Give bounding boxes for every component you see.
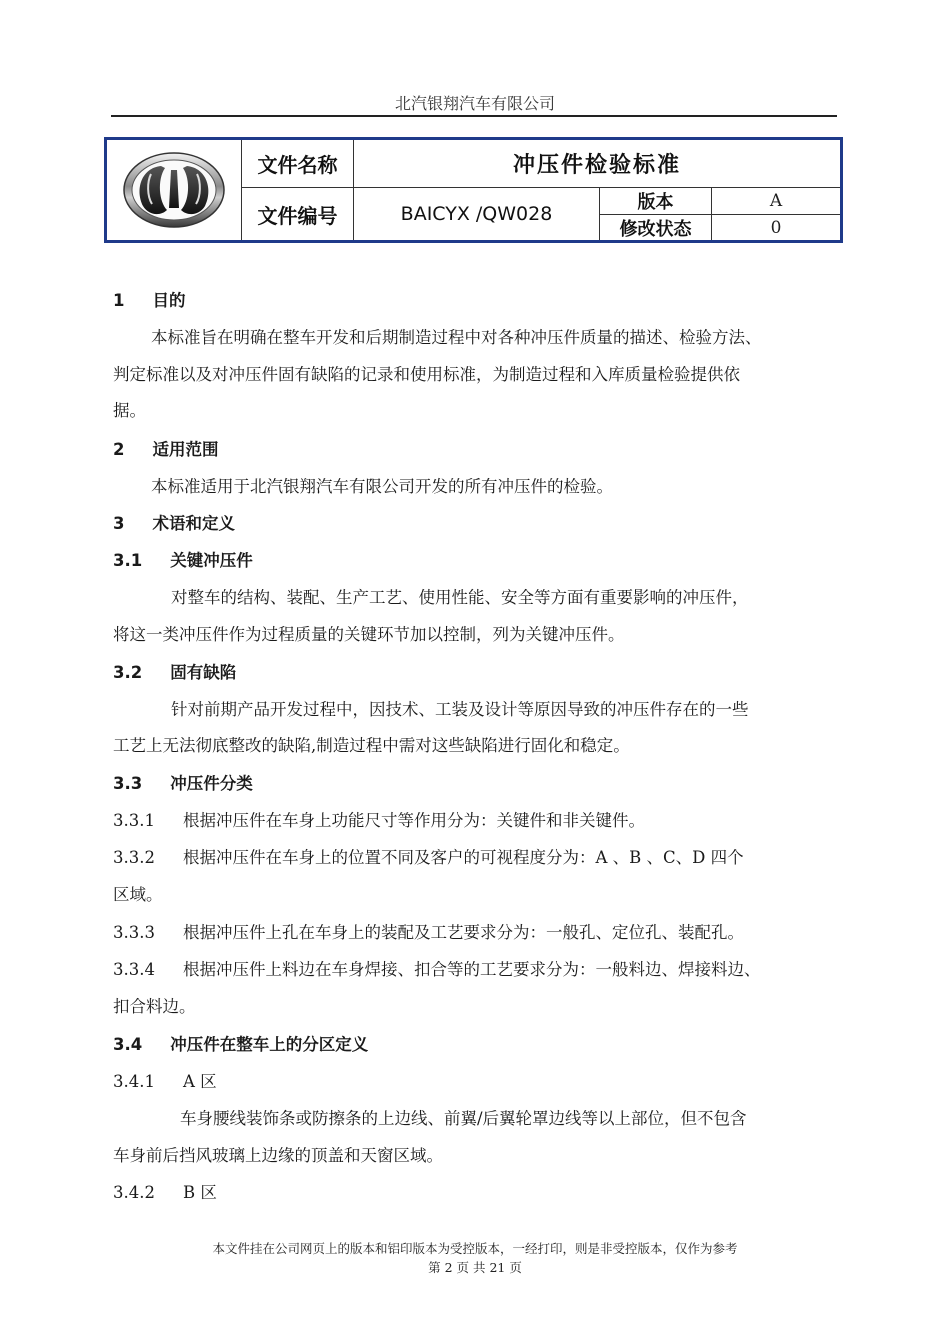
paragraph-line: 对整车的结构、装配、生产工艺、使用性能、安全等方面有重要影响的冲压件， — [171, 588, 749, 607]
section-title: 固有缺陷 — [170, 663, 237, 682]
paragraph-line: 据。 — [113, 401, 146, 420]
item-number: 3.3.2 — [113, 848, 155, 867]
paragraph-line: 判定标准以及对冲压件固有缺陷的记录和使用标准，为制造过程和入库质量检验提供依 — [113, 365, 740, 384]
list-item — [113, 1064, 217, 1101]
company-name: 北汽银翔汽车有限公司 — [394, 94, 555, 113]
section-heading — [113, 432, 218, 469]
paragraph-line: 扣合料边。 — [113, 997, 196, 1016]
document-info-table — [104, 137, 843, 243]
paragraph-line: 将这一类冲压件作为过程质量的关键环节加以控制，列为关键冲压件。 — [113, 625, 625, 644]
item-text: 根据冲压件在车身上功能尺寸等作用分为：关键件和非关键件。 — [182, 811, 645, 830]
paragraph-line: 工艺上无法彻底整改的缺陷,制造过程中需对这些缺陷进行固化和稳定。 — [113, 736, 630, 755]
item-text: B 区 — [182, 1183, 217, 1202]
item-text: 根据冲压件上料边在车身焊接、扣合等的工艺要求分为：一般料边、焊接料边、 — [182, 960, 761, 979]
list-item — [113, 840, 744, 877]
subsection-heading — [113, 543, 253, 580]
item-number: 3.3.3 — [113, 923, 155, 942]
subsection-heading — [113, 1027, 368, 1064]
section-title: 冲压件分类 — [170, 774, 253, 793]
item-number: 3.3.4 — [113, 960, 155, 979]
section-number: 3 — [113, 514, 125, 533]
paragraph-line: 车身腰线装饰条或防擦条的上边线、前翼/后翼轮罩边线等以上部位，但不包含 — [180, 1109, 747, 1128]
version-value: A — [769, 191, 783, 211]
list-item — [113, 1175, 217, 1212]
section-number: 3.1 — [113, 551, 143, 570]
revision-label: 修改状态 — [619, 218, 692, 240]
section-number: 1 — [113, 291, 125, 310]
section-heading — [113, 506, 235, 543]
header-rule — [111, 115, 837, 117]
paragraph-line: 本标准旨在明确在整车开发和后期制造过程中对各种冲压件质量的描述、检验方法、 — [151, 328, 762, 347]
section-title: 术语和定义 — [152, 514, 235, 533]
section-number: 3.2 — [113, 663, 143, 682]
section-title: 适用范围 — [152, 440, 219, 459]
revision-value: 0 — [770, 217, 782, 238]
section-heading — [113, 283, 185, 320]
item-number: 3.4.1 — [113, 1072, 155, 1091]
subsection-heading — [113, 655, 236, 692]
item-number: 3.4.2 — [113, 1183, 155, 1202]
paragraph-line: 本标准适用于北汽银翔汽车有限公司开发的所有冲压件的检验。 — [151, 477, 613, 496]
section-title: 关键冲压件 — [170, 551, 253, 570]
file-code-value: BAICYX /QW028 — [400, 203, 553, 225]
item-text: 根据冲压件在车身上的位置不同及客户的可视程度分为：A 、B 、C、D 四个 — [182, 848, 744, 867]
file-name-label: 文件名称 — [257, 153, 338, 177]
file-name-value: 冲压件检验标准 — [512, 153, 681, 178]
paragraph-line: 区域。 — [113, 885, 163, 904]
item-number: 3.3.1 — [113, 811, 155, 830]
item-text: A 区 — [182, 1072, 217, 1091]
list-item — [113, 952, 760, 989]
company-logo — [107, 140, 241, 240]
list-item — [113, 915, 744, 952]
section-title: 目的 — [152, 291, 186, 310]
section-number: 3.3 — [113, 774, 143, 793]
section-number: 2 — [113, 440, 125, 459]
section-title: 冲压件在整车上的分区定义 — [170, 1035, 369, 1054]
section-number: 3.4 — [113, 1035, 143, 1054]
file-code-label: 文件编号 — [257, 203, 338, 228]
paragraph-line: 车身前后挡风玻璃上边缘的顶盖和天窗区域。 — [113, 1146, 443, 1165]
paragraph-line: 针对前期产品开发过程中，因技术、工装及设计等原因导致的冲压件存在的一些 — [171, 700, 749, 719]
list-item — [113, 803, 645, 840]
item-text: 根据冲压件上孔在车身上的装配及工艺要求分为：一般孔、定位孔、装配孔。 — [182, 923, 744, 942]
footer-note: 本文件挂在公司网页上的版本和铝印版本为受控版本，一经打印，则是非受控版本，仅作为参考 — [212, 1241, 738, 1256]
subsection-heading — [113, 766, 253, 803]
version-label: 版本 — [637, 192, 674, 213]
page-number: 第 2 页 共 21 页 — [428, 1260, 522, 1275]
